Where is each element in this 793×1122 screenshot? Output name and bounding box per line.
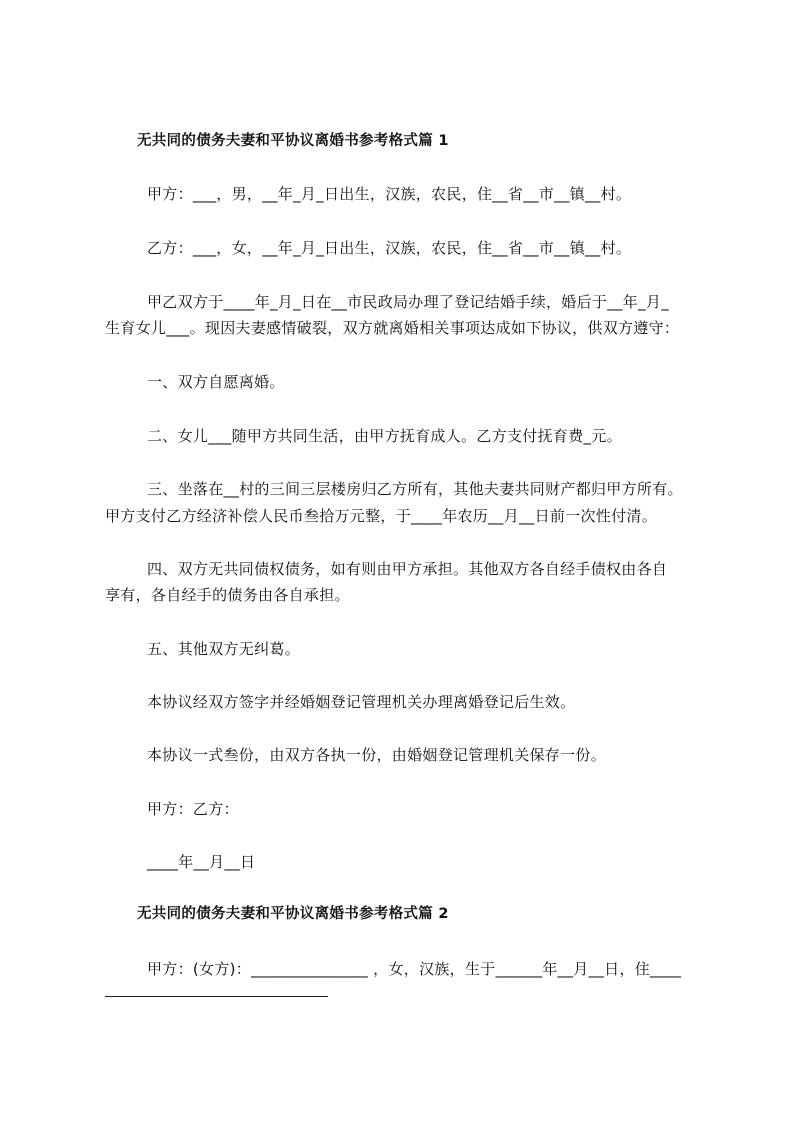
signature-line: 甲方：乙方：: [147, 800, 239, 818]
party-b-line: 乙方：___，女，__年_月_日出生，汉族，农民，住__省__市__镇__村。: [147, 239, 632, 257]
clause-4-line-2: 享有，各自经手的债务由各自承担。: [105, 586, 350, 604]
clause-3-line-1: 三、坐落在__村的三间三层楼房归乙方所有，其他夫妻共同财产都归甲方所有。: [147, 480, 683, 498]
clause-5: 五、其他双方无纠葛。: [147, 640, 301, 658]
party-a-line: 甲方：___，男，__年_月_日出生，汉族，农民，住__省__市__镇__村。: [147, 185, 632, 203]
date-line: ____年__月__日: [147, 853, 256, 871]
clause-2: 二、女儿___随甲方共同生活，由甲方抚育成人。乙方支付抚育费_元。: [147, 427, 622, 445]
intro-line-2: 生育女儿___。现因夫妻感情破裂，双方就离婚相关事项达成如下协议，供双方遵守：: [105, 319, 680, 337]
copies-clause: 本协议一式叁份，由双方各执一份，由婚姻登记管理机关保存一份。: [147, 746, 607, 764]
section2-party-a-line: 甲方：(女方)：_______________ ，女，汉族，生于______年__月__日，住____: [147, 960, 682, 978]
section2-title: 无共同的债务夫妻和平协议离婚书参考格式篇 2: [137, 906, 449, 922]
effect-clause: 本协议经双方签字并经婚姻登记管理机关办理离婚登记后生效。: [147, 693, 576, 711]
clause-1: 一、双方自愿离婚。: [147, 373, 285, 391]
clause-4-line-1: 四、双方无共同债权债务，如有则由甲方承担。其他双方各自经手债权由各自: [147, 560, 668, 578]
section1-title: 无共同的债务夫妻和平协议离婚书参考格式篇 1: [137, 133, 449, 149]
blank-underline: [105, 996, 328, 997]
intro-line-1: 甲乙双方于____年_月_日在__市民政局办理了登记结婚手续，婚后于__年_月_: [147, 293, 670, 311]
clause-3-line-2: 甲方支付乙方经济补偿人民币叁拾万元整，于____年农历__月__日前一次性付清。: [105, 507, 658, 525]
